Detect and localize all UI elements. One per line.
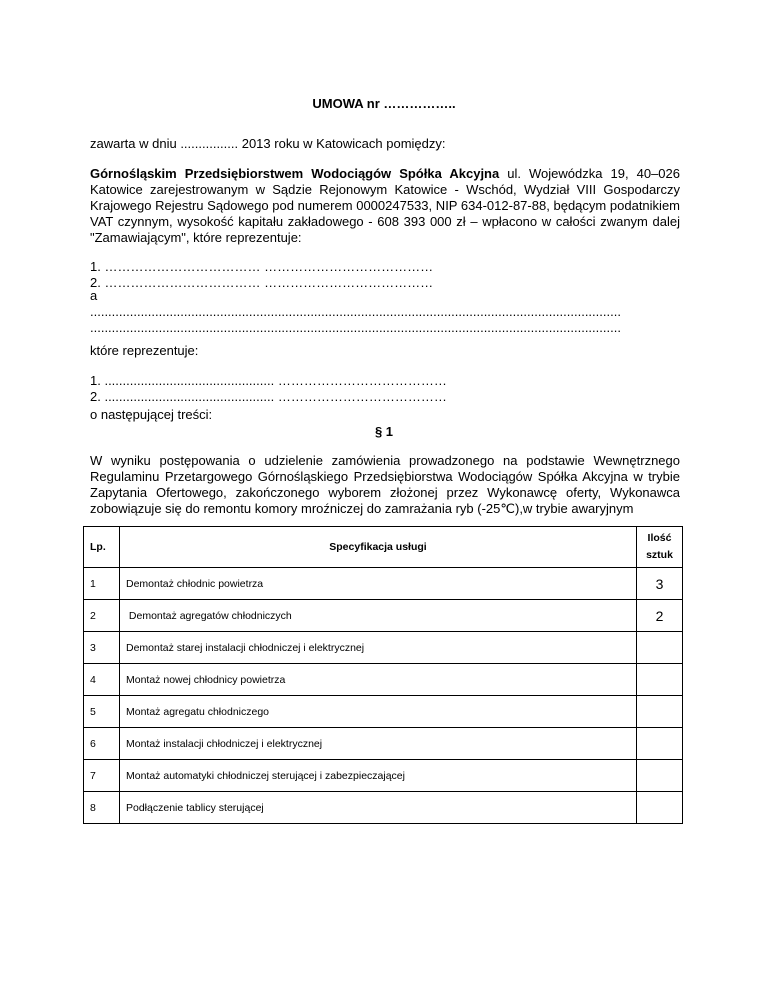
cell-spec: Montaż instalacji chłodniczej i elektrycznej bbox=[120, 728, 637, 760]
cell-spec: Montaż nowej chłodnicy powietrza bbox=[120, 664, 637, 696]
table-header-row bbox=[84, 527, 683, 568]
party2-block bbox=[90, 288, 680, 336]
cell-spec: Demontaż starej instalacji chłodniczej i elektrycznej bbox=[120, 632, 637, 664]
table-row bbox=[84, 600, 683, 632]
party1-rep-2: 2. ……………………………… ………………………………… bbox=[90, 275, 434, 290]
party2-rep-2: 2. ............................................... ………………………………… bbox=[90, 389, 447, 404]
party1-name: Górnośląskim Przedsiębiorstwem Wodociągów Spółka Akcyjna bbox=[90, 166, 500, 181]
section-heading: § 1 bbox=[374, 424, 394, 439]
cell-qty bbox=[637, 632, 683, 664]
cell-qty bbox=[637, 664, 683, 696]
header-spec: Specyfikacja usługi bbox=[120, 527, 637, 568]
table-row bbox=[84, 760, 683, 792]
cell-lp: 3 bbox=[84, 632, 120, 664]
table-row bbox=[84, 792, 683, 824]
header-lp: Lp. bbox=[84, 527, 120, 568]
cell-qty bbox=[637, 728, 683, 760]
cell-spec: Podłączenie tablicy sterującej bbox=[120, 792, 637, 824]
table-row bbox=[84, 632, 683, 664]
cell-qty bbox=[637, 792, 683, 824]
cell-qty bbox=[637, 696, 683, 728]
cell-qty: 2 bbox=[637, 600, 683, 632]
cell-qty: 3 bbox=[637, 568, 683, 600]
table-row bbox=[84, 664, 683, 696]
party1-representatives bbox=[90, 259, 680, 291]
cell-lp: 4 bbox=[84, 664, 120, 696]
cell-spec: Montaż agregatu chłodniczego bbox=[120, 696, 637, 728]
party2-representatives bbox=[90, 373, 680, 405]
party1-paragraph bbox=[90, 166, 680, 246]
table-row bbox=[84, 568, 683, 600]
and-label: a bbox=[90, 288, 98, 303]
party2-rep-1: 1. ............................................... ………………………………… bbox=[90, 373, 447, 388]
table-row bbox=[84, 728, 683, 760]
service-spec-table bbox=[83, 526, 683, 824]
concluded-date-line: zawarta w dniu ................ 2013 roku w Katowicach pomiędzy: bbox=[90, 136, 446, 151]
represented-by: które reprezentuje: bbox=[90, 343, 199, 358]
cell-lp: 5 bbox=[84, 696, 120, 728]
party1-rep-1: 1. ……………………………… ………………………………… bbox=[90, 259, 434, 274]
cell-lp: 6 bbox=[84, 728, 120, 760]
cell-lp: 2 bbox=[84, 600, 120, 632]
section-paragraph: W wyniku postępowania o udzielenie zamówienia prowadzonego na podstawie Wewnętrznego Regulaminu Przetargowego Górnośląskiego Przedsiębiorstwa Wodociągów Spółka Akcyjna w trybie Zapytania Ofertowego, zakończonego wyborem złożonej przez Wykonawcę oferty, Wykonawca zobowiązuje się do remontu komory mroźniczej do zamrażania ryb (-25℃),w trybie awaryjnym bbox=[90, 453, 680, 516]
cell-qty bbox=[637, 760, 683, 792]
party1-details: ul. Wojewódzka 19, 40–026 Katowice zarejestrowanym w Sądzie Rejonowym Katowice - Wschód, Wydział VIII Gospodarczy Krajowego Rejestru Sądowego pod numerem 0000247533, NIP 634-012-87-88, będącym podatnikiem VAT czynnym, wysokość kapitału zakładowego - 608 393 000 zł – wpłacono w całości zwanym dalej "Zamawiającym", które reprezentuje: bbox=[90, 166, 680, 245]
cell-spec: Demontaż agregatów chłodniczych bbox=[120, 600, 637, 632]
content-intro: o następującej treści: bbox=[90, 407, 213, 422]
table-row bbox=[84, 696, 683, 728]
cell-lp: 1 bbox=[84, 568, 120, 600]
contract-title: UMOWA nr …………….. bbox=[312, 96, 456, 111]
party2-dots-1: ................................................................................................................................................... bbox=[90, 304, 621, 319]
cell-spec: Montaż automatyki chłodniczej sterującej i zabezpieczającej bbox=[120, 760, 637, 792]
cell-lp: 7 bbox=[84, 760, 120, 792]
cell-lp: 8 bbox=[84, 792, 120, 824]
party2-dots-2: ................................................................................................................................................... bbox=[90, 320, 621, 335]
header-qty: Ilość sztuk bbox=[637, 527, 683, 568]
cell-spec: Demontaż chłodnic powietrza bbox=[120, 568, 637, 600]
